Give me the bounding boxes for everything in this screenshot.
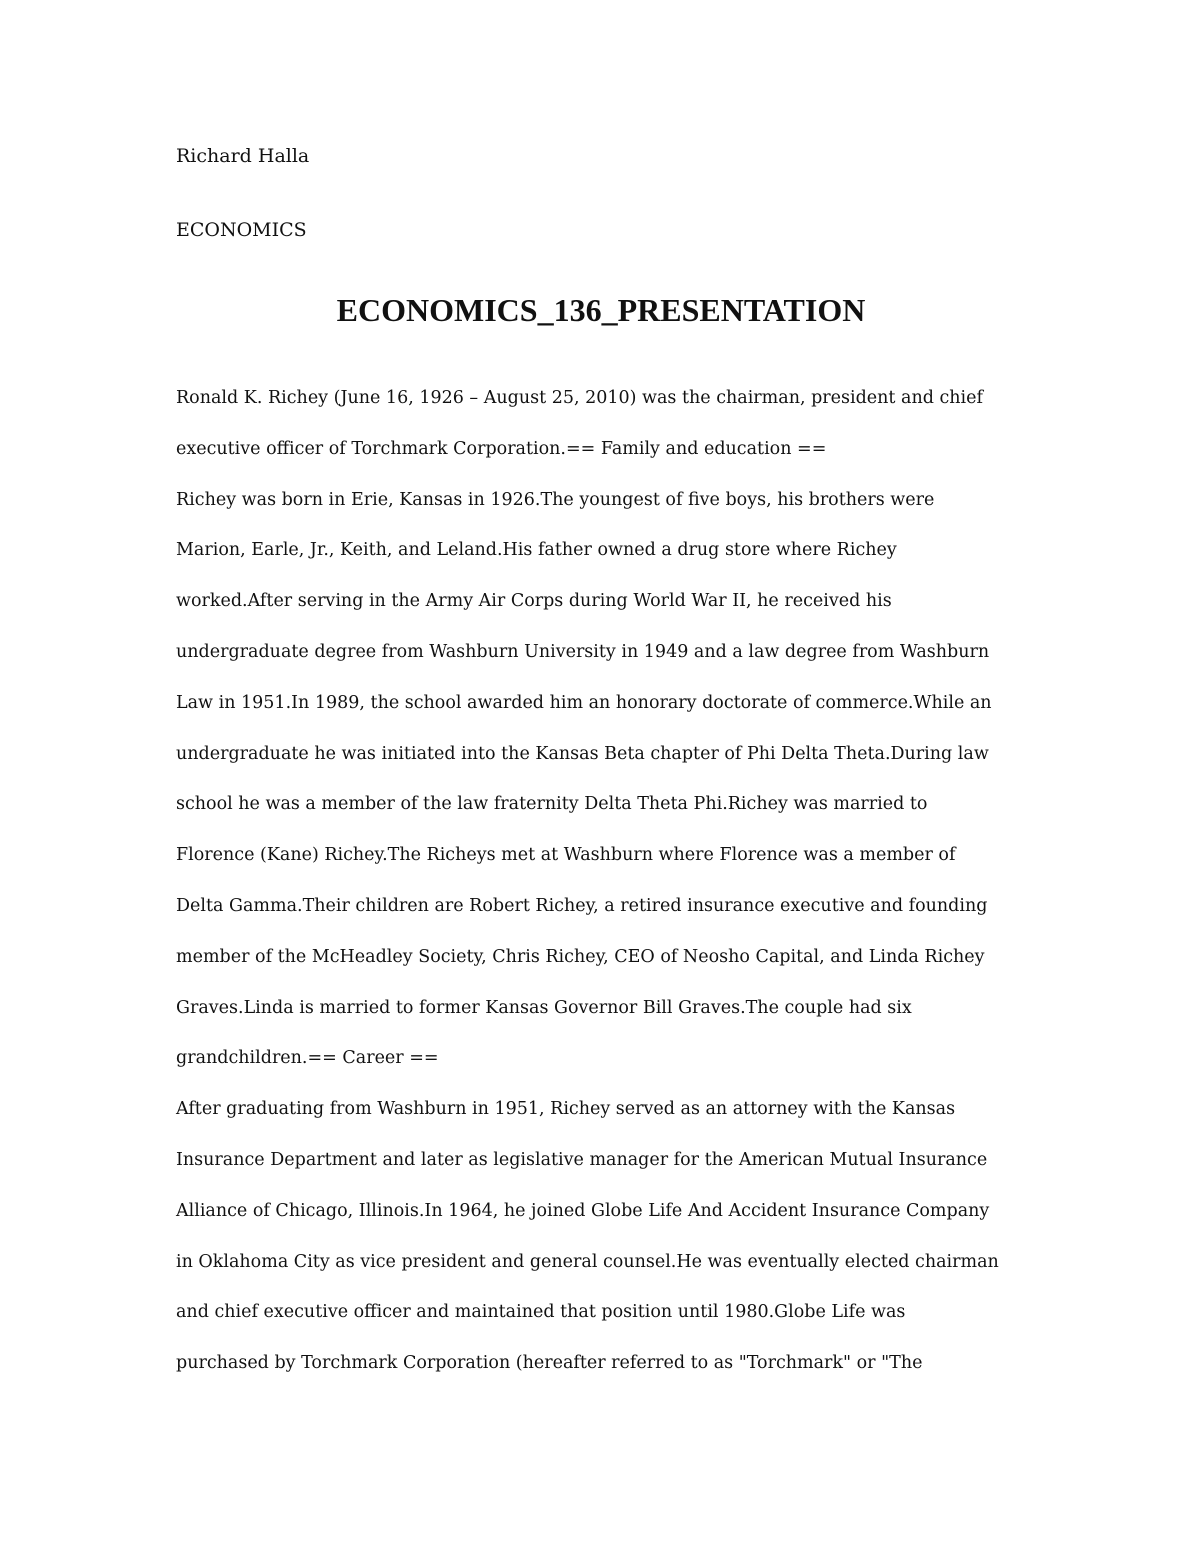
body-line: Richey was born in Erie, Kansas in 1926.The youngest of five boys, his brothers were [176, 489, 935, 510]
body-line: Florence (Kane) Richey.The Richeys met at Washburn where Florence was a member of [176, 845, 956, 866]
page-title: ECONOMICS_136_PRESENTATION [336, 292, 866, 328]
body-line: Marion, Earle, Jr., Keith, and Leland.His father owned a drug store where Richey [176, 540, 897, 561]
body-line: executive officer of Torchmark Corporation.== Family and education == [176, 438, 827, 459]
body-line: in Oklahoma City as vice president and general counsel.He was eventually elected chairman [176, 1251, 999, 1272]
body-line: worked.After serving in the Army Air Corps during World War II, he received his [176, 591, 892, 612]
course-name: ECONOMICS [176, 219, 307, 241]
body-line: Ronald K. Richey (June 16, 1926 – August 25, 2010) was the chairman, president and chief [176, 388, 983, 408]
body-line: Delta Gamma.Their children are Robert Richey, a retired insurance executive and founding [176, 895, 988, 916]
body-line: undergraduate degree from Washburn University in 1949 and a law degree from Washburn [176, 641, 990, 662]
body-line: undergraduate he was initiated into the Kansas Beta chapter of Phi Delta Theta.During law [176, 743, 989, 764]
body-line: and chief executive officer and maintained that position until 1980.Globe Life was [176, 1302, 906, 1323]
body-line: Alliance of Chicago, Illinois.In 1964, he joined Globe Life And Accident Insurance Company [176, 1200, 990, 1221]
body-line: After graduating from Washburn in 1951, Richey served as an attorney with the Kansas [176, 1099, 956, 1120]
body-line: purchased by Torchmark Corporation (hereafter referred to as "Torchmark" or "The [176, 1353, 923, 1374]
body-text [176, 381, 1036, 1397]
body-line: grandchildren.== Career == [176, 1048, 439, 1069]
body-line: Graves.Linda is married to former Kansas Governor Bill Graves.The couple had six [176, 997, 912, 1018]
body-line: Law in 1951.In 1989, the school awarded him an honorary doctorate of commerce.While an [176, 692, 992, 713]
body-line: school he was a member of the law fraternity Delta Theta Phi.Richey was married to [176, 794, 928, 815]
author-name: Richard Halla [176, 145, 310, 167]
body-line: Insurance Department and later as legislative manager for the American Mutual Insurance [176, 1149, 988, 1170]
body-line: member of the McHeadley Society, Chris Richey, CEO of Neosho Capital, and Linda Richey [176, 946, 985, 967]
